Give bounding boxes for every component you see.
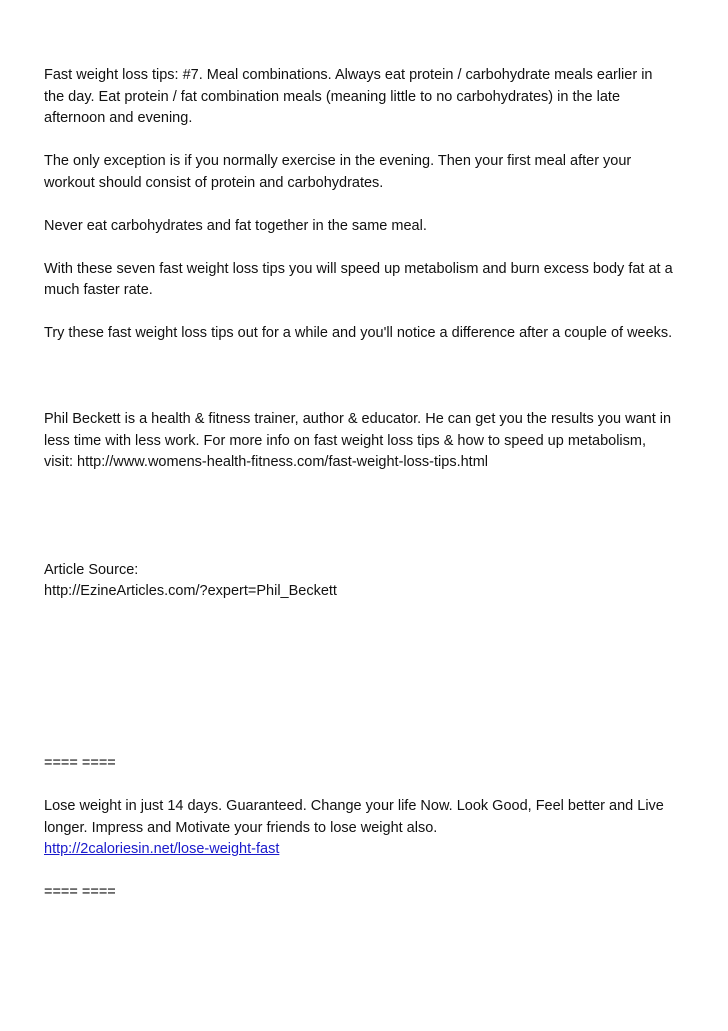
article-paragraph-meal-combinations: Fast weight loss tips: #7. Meal combinations. Always eat protein / carbohydrate meals earlier in the day. Eat protein / fat combination meals (meaning little to no carbohydrates) in the late afternoon and evening. (44, 67, 653, 126)
promo-link[interactable]: http://2caloriesin.net/lose-weight-fast (44, 841, 280, 857)
spacer (44, 474, 694, 560)
spacer (44, 194, 694, 216)
article-source-url: http://EzineArticles.com/?expert=Phil_Beckett (44, 583, 337, 599)
spacer (44, 302, 694, 324)
document-page (44, 65, 694, 904)
spacer (44, 130, 694, 152)
article-paragraph-try-tips: Try these fast weight loss tips out for a while and you'll notice a difference after a couple of weeks. (44, 325, 673, 341)
spacer (44, 237, 694, 259)
article-paragraph-seven-tips: With these seven fast weight loss tips you will speed up metabolism and burn excess body fat at a much faster rate. (44, 260, 673, 298)
spacer (44, 345, 694, 410)
article-paragraph-exception: The only exception is if you normally exercise in the evening. Then your first meal after your workout should consist of protein and carbohydrates. (44, 153, 632, 191)
spacer (44, 603, 694, 754)
spacer (44, 775, 694, 797)
article-source-label: Article Source: (44, 561, 139, 578)
spacer (44, 861, 694, 883)
author-bio: Phil Beckett is a health & fitness trainer, author & educator. He can get you the results you want in less time with less work. For more info on fast weight loss tips & how to speed up metabolism, visit: http://www.womens-health-fitness.com/fast-weight-loss-tips.html (44, 411, 672, 470)
article-paragraph-never-combine: Never eat carbohydrates and fat together in the same meal. (44, 217, 427, 234)
promo-text: Lose weight in just 14 days. Guaranteed. Change your life Now. Look Good, Feel better and Live longer. Impress and Motivate your friends to lose weight also. (44, 798, 664, 836)
separator-bottom: ==== ==== (44, 884, 116, 900)
separator-top: ==== ==== (44, 755, 116, 771)
